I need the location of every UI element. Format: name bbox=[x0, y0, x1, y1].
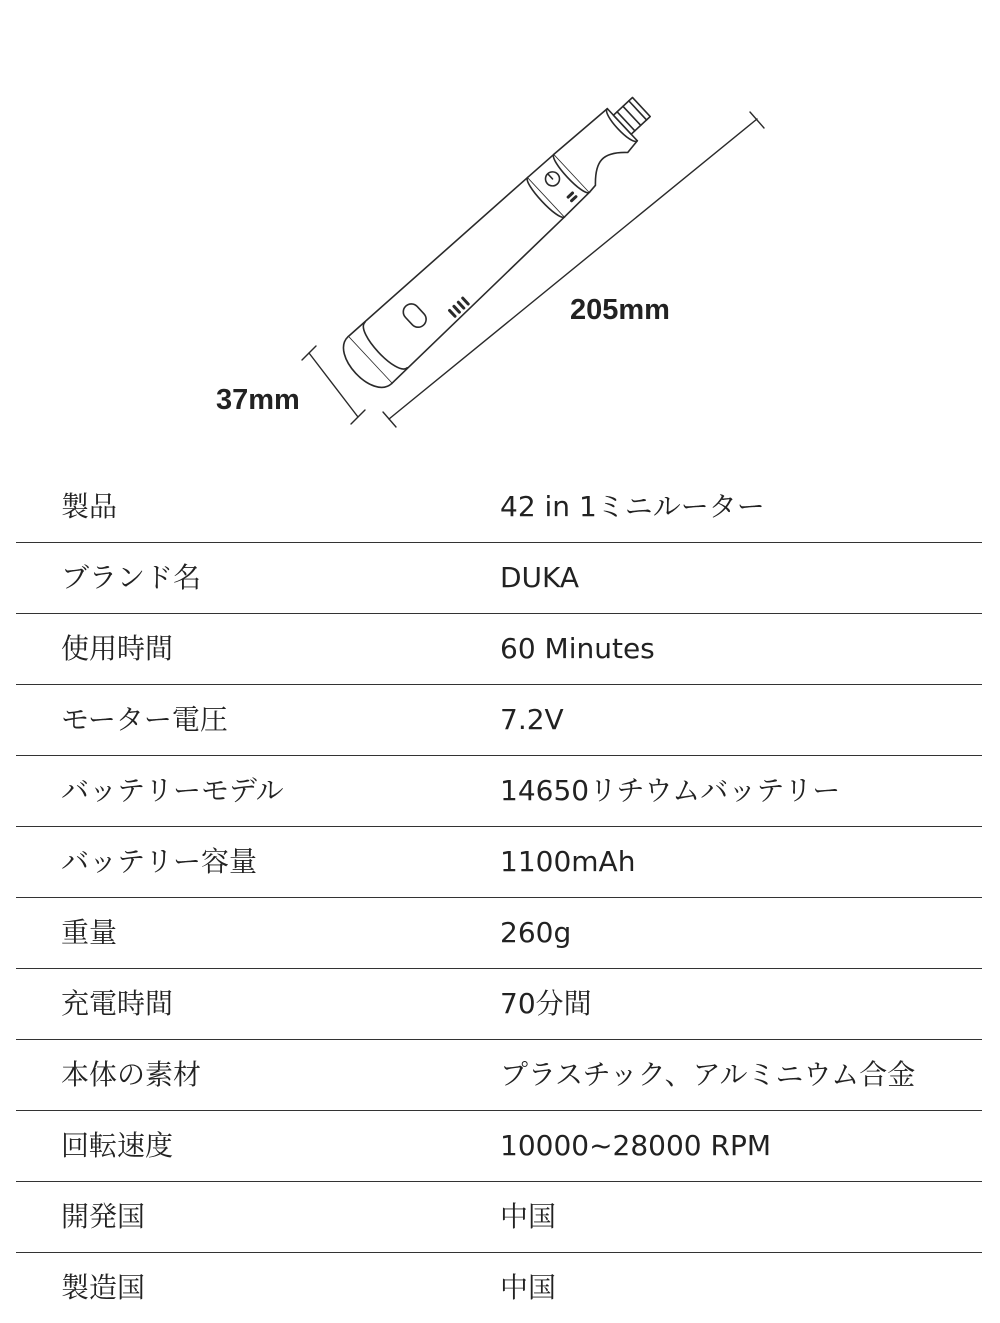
spec-value: DUKA bbox=[500, 561, 580, 594]
spec-value: 14650リチウムバッテリー bbox=[500, 774, 841, 807]
length-dimension-label: 205mm bbox=[570, 294, 670, 326]
spec-value: 42 in 1ミニルーター bbox=[500, 490, 765, 523]
spec-row-weight bbox=[16, 898, 982, 968]
spec-row-usage-time bbox=[16, 614, 982, 684]
spec-value: プラスチック、アルミニウム合金 bbox=[500, 1058, 916, 1091]
spec-value: 中国 bbox=[500, 1200, 557, 1233]
spec-value: 70分間 bbox=[500, 987, 592, 1020]
spec-key: 重量 bbox=[61, 916, 118, 949]
spec-key: 製造国 bbox=[61, 1271, 146, 1304]
spec-value: 10000~28000 RPM bbox=[500, 1129, 772, 1162]
spec-row-rotation-speed bbox=[16, 1111, 982, 1181]
spec-value: 7.2V bbox=[500, 703, 564, 736]
diameter-dimension-label: 37mm bbox=[216, 384, 300, 416]
spec-row-product bbox=[16, 472, 982, 542]
spec-row-battery-model bbox=[16, 756, 982, 826]
spec-value: 中国 bbox=[500, 1271, 557, 1304]
spec-key: バッテリー容量 bbox=[61, 845, 258, 878]
spec-value: 260g bbox=[500, 916, 572, 949]
spec-table bbox=[16, 472, 982, 1323]
spec-row-body-material bbox=[16, 1040, 982, 1110]
spec-key: バッテリーモデル bbox=[61, 774, 284, 807]
spec-value: 60 Minutes bbox=[500, 632, 655, 665]
spec-row-manufacturing-country bbox=[16, 1253, 982, 1323]
product-dimension-figure bbox=[0, 0, 1000, 470]
spec-row-brand bbox=[16, 543, 982, 613]
spec-key: 使用時間 bbox=[61, 632, 174, 665]
spec-row-development-country bbox=[16, 1182, 982, 1252]
spec-key: 開発国 bbox=[61, 1200, 146, 1233]
spec-key: 充電時間 bbox=[61, 987, 174, 1020]
spec-row-charge-time bbox=[16, 969, 982, 1039]
spec-row-battery-capacity bbox=[16, 827, 982, 897]
mini-router-illustration bbox=[0, 0, 1000, 470]
spec-key: 製品 bbox=[61, 490, 118, 523]
spec-key: 回転速度 bbox=[61, 1129, 174, 1162]
spec-key: 本体の素材 bbox=[61, 1058, 202, 1091]
spec-key: ブランド名 bbox=[61, 561, 202, 594]
spec-row-motor-voltage bbox=[16, 685, 982, 755]
spec-value: 1100mAh bbox=[500, 845, 636, 878]
spec-key: モーター電圧 bbox=[61, 703, 228, 736]
